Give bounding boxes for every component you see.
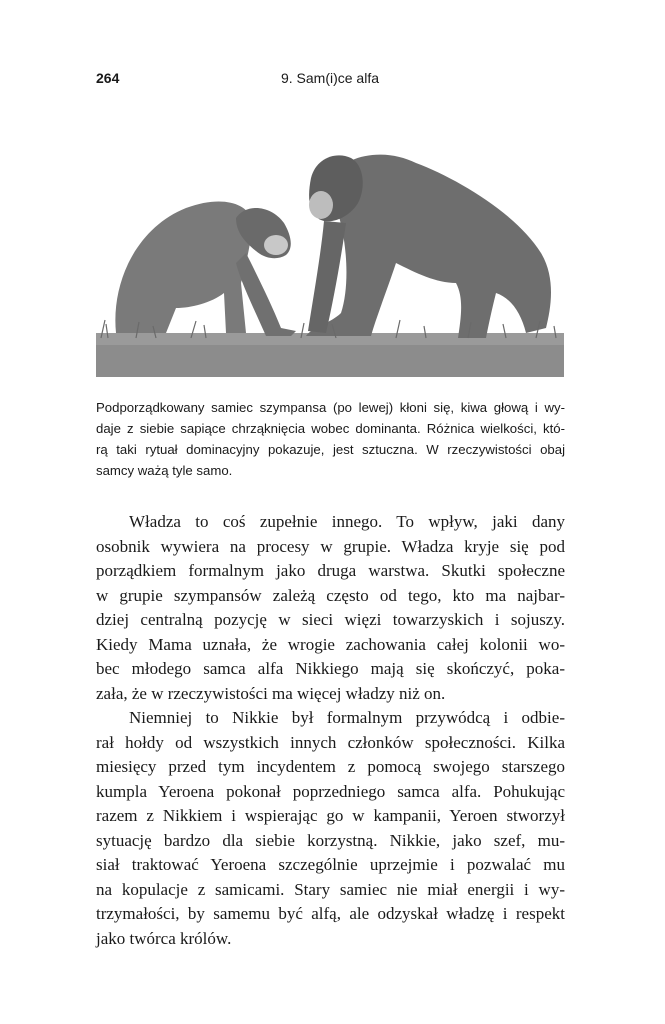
caption-line: daje z siebie sapiące chrząknięcia wobec dominanta. Różnica wielkości, któ- — [96, 421, 565, 436]
page-number: 264 — [96, 70, 120, 86]
text-line: zała, że w rzeczywistości ma więcej władzy niż on. — [96, 683, 446, 703]
text-line: Kiedy Mama uznała, że wrogie zachowania całej kolonii wo- — [96, 634, 565, 654]
text-line: na kopulacje z samicami. Stary samiec nie miał energii i wy- — [96, 879, 565, 899]
text-line: bec młodego samca alfa Nikkiego mają się skończyć, poka- — [96, 659, 565, 678]
running-head: 9. Sam(i)ce alfa — [280, 70, 380, 86]
text-line: w grupie szympansów zależą często od tego, kto ma najbar- — [96, 585, 565, 605]
text-line: razem z Nikkiem i wspierając go w kampanii, Yeroen stworzył — [96, 806, 565, 825]
body-text — [96, 510, 565, 951]
text-line: jako twórca królów. — [96, 928, 232, 948]
text-line: trzymałości, by samemu być alfą, ale odzyskał władzę i respekt — [96, 904, 565, 923]
text-line: osobnik wywiera na procesy w grupie. Władza kryje się pod — [96, 536, 565, 556]
text-line: rał hołdy od wszystkich innych członków społeczności. Kilka — [96, 732, 565, 752]
text-line: sytuację bardzo dla siebie korzystną. Nikkie, jako szef, mu- — [96, 830, 565, 850]
text-line: kumpla Yeroena pokonał poprzedniego samca alfa. Pohukując — [96, 781, 565, 801]
text-line: Niemniej to Nikkie był formalnym przywódcą i odbie- — [129, 708, 565, 727]
text-line: siał traktować Yeroena szczególnie uprzejmie i pozwalać mu — [96, 855, 565, 874]
text-line: porządkiem formalnym jako druga warstwa. Skutki społeczne — [96, 561, 565, 580]
caption-line: Podporządkowany samiec szympansa (po lewej) kłoni się, kiwa głową i wy- — [96, 400, 565, 415]
text-line: dziej centralną pozycję w sieci więzi towarzyskich i sojuszy. — [96, 610, 565, 629]
chimpanzees-illustration — [96, 133, 564, 377]
text-line: Władza to coś zupełnie innego. To wpływ, jaki dany — [129, 512, 565, 531]
text-line: miesięcy przed tym incydentem z pomocą swojego starszego — [96, 757, 565, 776]
caption-line: rą taki rytuał dominacyjny pokazuje, jest sztuczna. W rzeczywistości obaj — [96, 442, 565, 457]
figure-caption — [96, 397, 565, 481]
caption-line: samcy ważą tyle samo. — [96, 463, 233, 478]
page-header — [96, 70, 564, 92]
